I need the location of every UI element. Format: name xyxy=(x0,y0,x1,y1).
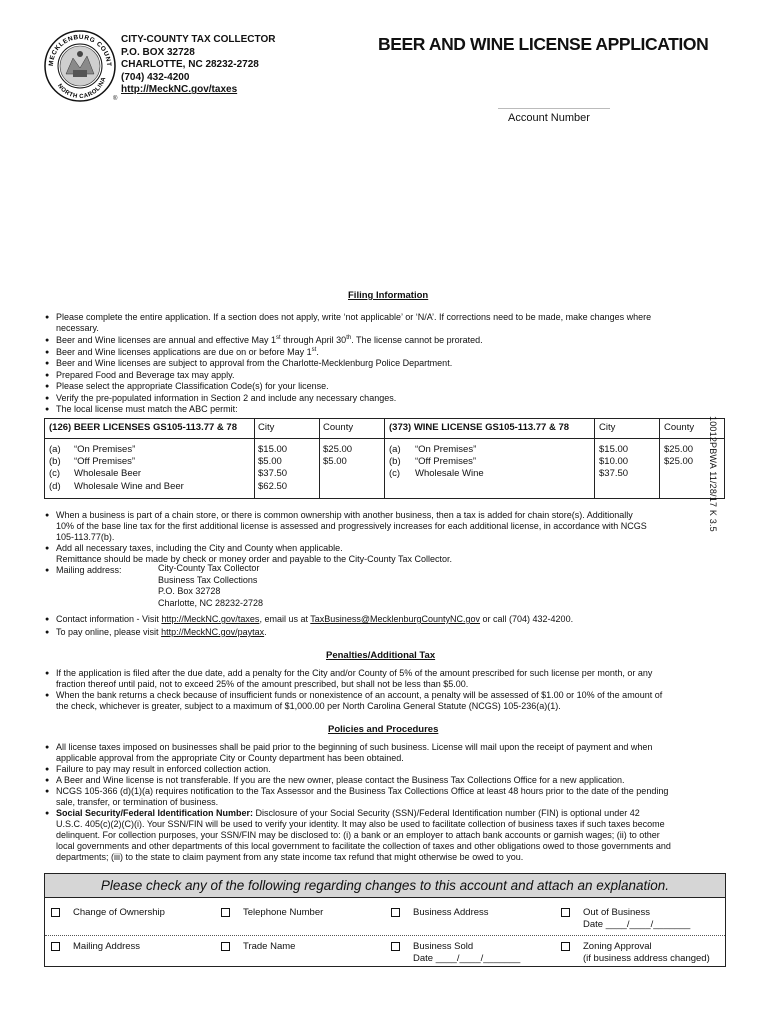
filing-bullet-2-b: through April 30 xyxy=(280,335,347,345)
contact-text-a: Contact information - Visit xyxy=(56,614,162,624)
business-address-label: Business Address xyxy=(413,907,489,918)
wine-row-code: (b) xyxy=(389,456,401,468)
policy-5-line-2: U.S.C. 405(c)(2)(C)(i). Your SSN/FIN will be used to verify your identity. It may also be used to facilitate collection of business taxes if such taxes become xyxy=(56,819,665,829)
office-website-link[interactable]: http://MeckNC.gov/taxes xyxy=(121,84,238,96)
filing-bullet-2-sup2: th xyxy=(346,335,352,341)
beer-row-code: (a) xyxy=(49,444,61,455)
pay-online-period: . xyxy=(264,627,267,637)
office-phone: (704) 432-4200 xyxy=(121,71,190,83)
wine-row-desc: Wholesale Wine xyxy=(415,468,484,480)
county-seal-logo xyxy=(44,30,116,102)
office-po-box: P.O. BOX 32728 xyxy=(121,46,195,58)
wine-row-city: $15.00 xyxy=(599,444,629,455)
beer-row-desc: “On Premises” xyxy=(74,444,136,455)
out-of-business-date-field[interactable]: Date ____/____/_______ xyxy=(583,919,691,930)
zoning-approval-note: (if business address changed) xyxy=(583,953,710,964)
telephone-number-checkbox[interactable] xyxy=(221,908,230,917)
wine-row-city: $37.50 xyxy=(599,468,629,480)
policy-2: Failure to pay may result in enforced collection action. xyxy=(56,764,271,774)
ssn-fin-heading: Social Security/Federal Identification Number: xyxy=(56,808,254,818)
wine-row-county: $25.00 xyxy=(664,456,694,468)
change-of-ownership-label: Change of Ownership xyxy=(73,907,165,918)
wine-license-header: (373) WINE LICENSE GS105-113.77 & 78 xyxy=(389,422,570,433)
mailing-address-change-label: Mailing Address xyxy=(73,941,141,952)
beer-licenses-header: (126) BEER LICENSES GS105-113.77 & 78 xyxy=(49,422,237,433)
policy-4-line-1: NCGS 105-366 (d)(1)(a) requires notification to the Tax Assessor and the Business Tax Collections Office at least 48 hours prior to the date of the pending xyxy=(56,786,669,796)
business-address-checkbox[interactable] xyxy=(391,908,400,917)
policy-5-line-4: local governments and other departments of this local government to facilitate the collection of taxes and other obligations owed to those governments and xyxy=(56,841,671,851)
license-fee-table xyxy=(44,418,725,499)
telephone-number-label: Telephone Number xyxy=(243,907,324,918)
beer-row-desc: “Off Premises” xyxy=(74,456,136,468)
mailing-address-label: Mailing address: xyxy=(56,565,122,575)
wine-row-desc: “On Premises” xyxy=(415,444,477,455)
penalties-title: Penalties/Additional Tax xyxy=(326,650,436,661)
beer-row-city: $37.50 xyxy=(258,468,288,480)
policy-4-line-2: sale, transfer, or termination of business. xyxy=(56,797,219,807)
account-number-label: Account Number xyxy=(508,112,590,124)
beer-row-city: $62.50 xyxy=(258,480,288,492)
filing-bullet-6: Please select the appropriate Classification Code(s) for your license. xyxy=(56,381,329,391)
filing-bullet-2-c: . The license cannot be prorated. xyxy=(351,335,483,345)
wine-row-city: $10.00 xyxy=(599,456,629,468)
business-sold-label: Business Sold xyxy=(413,941,474,952)
mailing-address-block xyxy=(158,563,263,609)
office-city-line: CHARLOTTE, NC 28232-2728 xyxy=(121,59,259,71)
taxes-bullet-line-2: Remittance should be made by check or money order and payable to the City-County Tax Collector. xyxy=(56,554,453,564)
out-of-business-checkbox[interactable] xyxy=(561,908,570,917)
policy-5-line-3: delinquent. For collection purposes, your SSN/FIN may be disclosed to: (i) a bank or an employer to attach bank accounts or garnish wages; (ii) to other xyxy=(56,830,660,840)
business-sold-checkbox[interactable] xyxy=(391,942,400,951)
wine-row-desc: “Off Premises” xyxy=(415,456,477,468)
beer-row-county: $5.00 xyxy=(323,456,347,468)
trade-name-label: Trade Name xyxy=(243,941,296,952)
mailing-line-4: Charlotte, NC 28232-2728 xyxy=(158,597,264,608)
policy-5-line-1: Disclosure of your Social Security (SSN)/Federal Identification number (FIN) is optional under 42 xyxy=(253,808,640,818)
chain-bullet-line-2: 10% of the base line tax for the first additional license is assessed and progressively increases for each additional license, in accordance with NCGS xyxy=(56,521,647,531)
penalty-1-line-2: fraction thereof until paid, not to exceed 25% of the amount prescribed, but shall not be less than $5.00. xyxy=(56,679,469,689)
contact-text-c: or call (704) 432-4200. xyxy=(480,614,574,624)
policy-1-line-1: All license taxes imposed on businesses shall be paid prior to the beginning of such business. License will mail upon the receipt of payment and when xyxy=(56,742,653,752)
filing-bullet-2-a: Beer and Wine licenses are annual and effective May 1 xyxy=(56,335,276,345)
change-of-ownership-checkbox[interactable] xyxy=(51,908,60,917)
beer-row-city: $5.00 xyxy=(258,456,282,468)
document-title: BEER AND WINE LICENSE APPLICATION xyxy=(378,34,709,54)
mailing-line-3: P.O. Box 32728 xyxy=(158,586,221,597)
filing-information-title: Filing Information xyxy=(348,290,429,301)
contact-website-link[interactable]: http://MeckNC.gov/taxes xyxy=(161,614,260,624)
penalty-2-line-1: When the bank returns a check because of insufficient funds or nonexistence of an account, a penalty will be assessed of $1.00 or 10% of the amount of xyxy=(56,690,663,700)
filing-bullet-2-sup1: st xyxy=(275,335,281,341)
filing-bullet-3-sup: st xyxy=(311,347,317,353)
beer-county-header: County xyxy=(323,422,354,433)
penalty-1-line-1: If the application is filed after the due date, add a penalty for the City and/or County of 5% of the amount prescribed for such license per month, or any xyxy=(56,668,653,678)
beer-row-code: (b) xyxy=(49,456,61,468)
seal-text-bottom: NORTH CAROLINA xyxy=(56,76,108,101)
policy-3: A Beer and Wine license is not transferable. If you are the new owner, please contact the Business Tax Collections Office for a new application. xyxy=(56,775,625,785)
out-of-business-label: Out of Business xyxy=(583,907,651,918)
contact-email-link[interactable]: TaxBusiness@MecklenburgCountyNC.gov xyxy=(310,614,481,624)
zoning-approval-label: Zoning Approval xyxy=(583,941,652,952)
chain-bullet-line-3: 105-113.77(b). xyxy=(56,532,115,542)
account-changes-header: Please check any of the following regarding changes to this account and attach an explanation. xyxy=(45,874,725,898)
business-sold-date-field[interactable]: Date ____/____/_______ xyxy=(413,953,521,964)
wine-county-header: County xyxy=(664,422,695,433)
office-name: CITY-COUNTY TAX COLLECTOR xyxy=(121,34,276,45)
filing-bullet-4: Beer and Wine licenses are subject to approval from the Charlotte-Mecklenburg Police Department. xyxy=(56,358,453,368)
beer-row-county: $25.00 xyxy=(323,444,353,455)
form-revision-code: 10012PBWA 11/28/17 K 3.5 xyxy=(708,416,718,532)
filing-bullet-1-line-1: Please complete the entire application. If a section does not apply, write ‘not applicable’ or ‘N/A’. If corrections need to be made, make changes where xyxy=(56,312,652,322)
office-address-block xyxy=(121,34,275,97)
beer-row-code: (c) xyxy=(49,468,61,480)
trade-name-checkbox[interactable] xyxy=(221,942,230,951)
account-changes-box xyxy=(44,873,726,967)
mailing-line-2: Business Tax Collections xyxy=(158,574,258,585)
seal-text-top: MECKLENBURG COUNT xyxy=(47,33,113,67)
beer-row-city: $15.00 xyxy=(258,444,288,455)
policies-title: Policies and Procedures xyxy=(328,724,439,735)
pay-online-text: To pay online, please visit xyxy=(56,627,162,637)
zoning-approval-checkbox[interactable] xyxy=(561,942,570,951)
beer-row-desc: Wholesale Beer xyxy=(74,468,142,480)
mailing-address-checkbox[interactable] xyxy=(51,942,60,951)
pay-online-link[interactable]: http://MeckNC.gov/paytax xyxy=(161,627,265,637)
beer-row-desc: Wholesale Wine and Beer xyxy=(74,480,184,492)
registered-mark: ® xyxy=(113,96,118,102)
filing-bullet-3-b: . xyxy=(316,347,319,357)
contact-text-b: , email us at xyxy=(259,614,311,624)
policy-1-line-2: applicable approval from the appropriate City or County department has been obtained. xyxy=(56,753,404,763)
policy-5-line-5: departments; (iii) to the state to claim payment from any state income tax refund that might otherwise be owed to you. xyxy=(56,852,524,862)
wine-row-code: (a) xyxy=(389,444,401,455)
mailing-line-1: City-County Tax Collector xyxy=(158,563,260,573)
filing-bullet-5: Prepared Food and Beverage tax may apply. xyxy=(56,370,235,380)
penalty-2-line-2: the check, whichever is greater, subject to a maximum of $1,000.00 per North Carolina General Statute (NCGS) 105-236(a)(1). xyxy=(56,701,561,711)
wine-row-county: $25.00 xyxy=(664,444,694,455)
account-number-line[interactable] xyxy=(498,108,610,109)
filing-bullet-7: Verify the pre-populated information in Section 2 and include any necessary changes. xyxy=(56,393,397,403)
filing-bullet-3-a: Beer and Wine licenses applications are due on or before May 1 xyxy=(56,347,312,357)
filing-bullet-8: The local license must match the ABC permit: xyxy=(56,404,238,414)
wine-row-code: (c) xyxy=(389,468,401,480)
taxes-bullet-line-1: Add all necessary taxes, including the City and County when applicable. xyxy=(56,543,343,553)
wine-city-header: City xyxy=(599,422,616,433)
beer-city-header: City xyxy=(258,422,275,433)
chain-bullet-line-1: When a business is part of a chain store, or there is common ownership with another business, then a tax is added for chain store(s). Additionally xyxy=(56,510,633,520)
beer-row-code: (d) xyxy=(49,480,61,492)
filing-bullet-1-line-2: necessary. xyxy=(56,323,99,333)
